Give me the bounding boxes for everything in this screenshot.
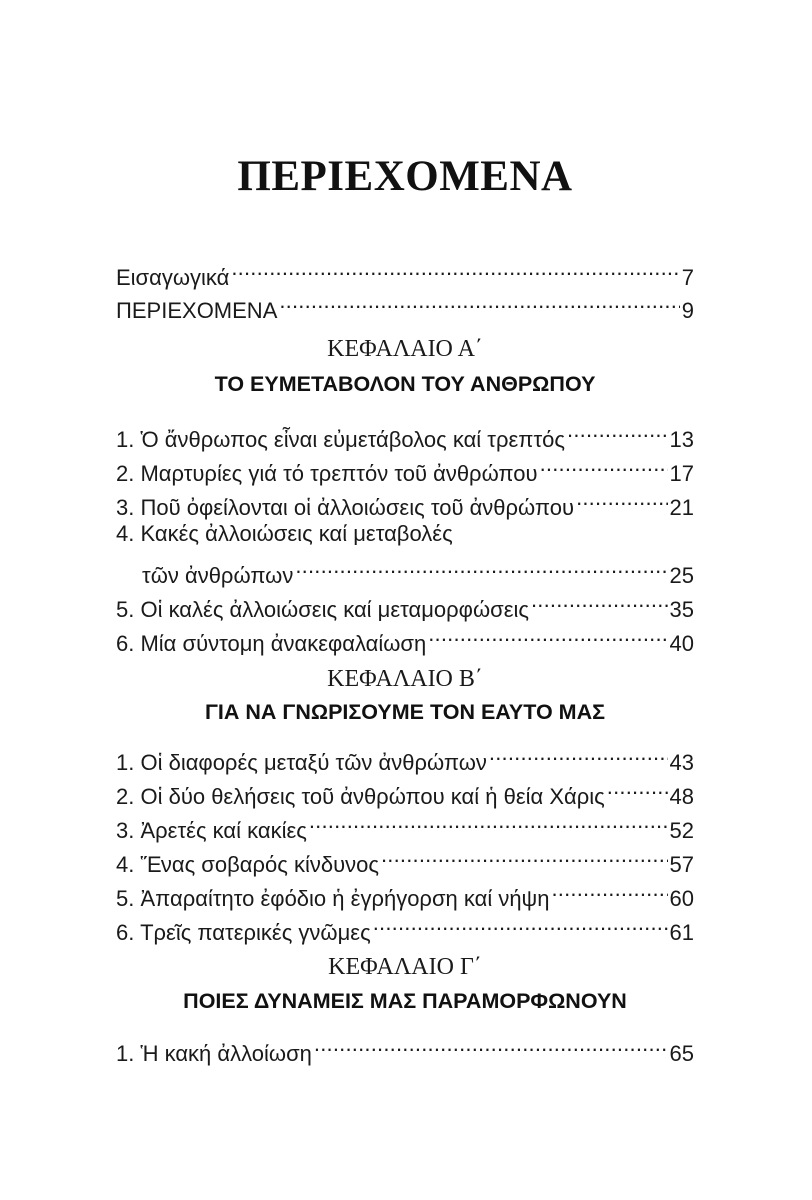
toc-entry-page: 52 <box>669 818 694 843</box>
toc-entry-label: 6. Μία σύντομη ἀνακεφαλαίωση <box>116 631 427 656</box>
toc-entry-page: 21 <box>669 495 694 520</box>
toc-entry-label: 5. Οἱ καλές ἀλλοιώσεις καί μεταμορφώσεις <box>116 597 529 622</box>
toc-entry[interactable] <box>116 842 694 877</box>
toc-entry-page: 13 <box>669 427 694 452</box>
chapter-title: ΓΙΑ ΝΑ ΓΝΩΡΙΣΟΥΜΕ ΤΟΝ ΕΑΥΤΟ ΜΑΣ <box>204 700 606 724</box>
toc-entry-label: 1. Οἱ διαφορές μεταξύ τῶν ἀνθρώπων <box>116 750 487 775</box>
toc-entry-label: 4. Κακές ἀλλοιώσεις καί μεταβολές <box>116 521 453 546</box>
toc-entry-label-continued: τῶν ἀνθρώπων <box>142 563 294 588</box>
toc-entry-label: ΠΕΡΙΕΧΟΜΕΝΑ <box>116 298 278 323</box>
chapter-label: ΚΕΦΑΛΑΙΟ Α΄ <box>327 336 483 362</box>
dot-leader <box>314 1031 668 1061</box>
toc-entry-page: 48 <box>669 784 694 809</box>
page-title: ΠΕΡΙΕΧΟΜΕΝΑ <box>237 153 573 200</box>
toc-entry-label: 2. Οἱ δύο θελήσεις τοῦ ἀνθρώπου καί ἡ θεία Χάρις <box>116 784 605 809</box>
toc-entry[interactable] <box>116 876 694 911</box>
toc-entry-page: 35 <box>669 597 694 622</box>
toc-entry-page: 43 <box>669 750 694 775</box>
toc-entry-page: 57 <box>669 852 694 877</box>
toc-entry-label: 1. Ἡ κακή ἀλλοίωση <box>116 1041 312 1066</box>
toc-entry-page: 61 <box>669 920 694 945</box>
dot-leader <box>607 774 668 804</box>
toc-entry-page: 7 <box>681 265 694 290</box>
toc-entry[interactable] <box>116 740 694 775</box>
dot-leader <box>295 553 667 583</box>
toc-entry-label: 6. Τρεῖς πατερικές γνῶμες <box>116 920 371 945</box>
toc-entry[interactable] <box>116 808 694 843</box>
toc-entry-label: 1. Ὁ ἄνθρωπος εἶναι εὐμετάβολος καί τρεπτός <box>116 427 566 452</box>
toc-entry-page: 17 <box>669 461 694 486</box>
dot-leader <box>540 451 668 481</box>
toc-entry-label: 4. Ἕνας σοβαρός κίνδυνος <box>116 852 379 877</box>
toc-entry[interactable] <box>116 255 694 290</box>
toc-entry-label: 2. Μαρτυρίες γιά τό τρεπτόν τοῦ ἀνθρώπου <box>116 461 538 486</box>
dot-leader <box>373 910 668 940</box>
dot-leader <box>531 587 668 617</box>
chapter-label: ΚΕΦΑΛΑΙΟ Γ΄ <box>328 954 482 980</box>
toc-entry-label: Εισαγωγικά <box>116 265 230 290</box>
dot-leader <box>551 876 667 906</box>
toc-entry-page: 9 <box>681 298 694 323</box>
toc-entry[interactable] <box>116 910 694 945</box>
toc-entry-page: 65 <box>669 1041 694 1066</box>
toc-entry[interactable] <box>116 587 694 622</box>
dot-leader <box>576 485 667 515</box>
toc-entry[interactable] <box>116 774 694 809</box>
toc-entry-label: 3. Ἀρετές καί κακίες <box>116 818 307 843</box>
toc-entry-label: 5. Ἀπαραίτητο ἐφόδιο ἡ ἐγρήγορση καί νήψη <box>116 886 550 911</box>
chapter-title: ΠΟΙΕΣ ΔΥΝΑΜΕΙΣ ΜΑΣ ΠΑΡΑΜΟΡΦΩΝΟΥΝ <box>183 989 627 1013</box>
toc-entry[interactable] <box>116 485 694 520</box>
toc-entry[interactable] <box>116 553 694 588</box>
toc-entry-label: 3. Ποῦ ὀφείλονται οἱ ἀλλοιώσεις τοῦ ἀνθρώπου <box>116 495 575 520</box>
dot-leader <box>381 842 668 872</box>
dot-leader <box>309 808 668 838</box>
toc-entry-page: 40 <box>669 631 694 656</box>
toc-entry[interactable] <box>116 621 694 656</box>
chapter-title: ΤΟ ΕΥΜΕΤΑΒΟΛΟΝ ΤΟΥ ΑΝΘΡΩΠΟΥ <box>214 372 596 396</box>
dot-leader <box>231 255 679 285</box>
dot-leader <box>279 288 679 318</box>
dot-leader <box>489 740 668 770</box>
chapter-label: ΚΕΦΑΛΑΙΟ Β΄ <box>327 666 483 692</box>
toc-entry[interactable] <box>116 288 694 323</box>
toc-entry-first-line[interactable] <box>116 519 694 549</box>
toc-entry-page: 25 <box>669 563 694 588</box>
toc-entry[interactable] <box>116 417 694 452</box>
toc-entry[interactable] <box>116 1031 694 1066</box>
toc-entry-page: 60 <box>669 886 694 911</box>
dot-leader <box>567 417 668 447</box>
dot-leader <box>428 621 667 651</box>
toc-entry[interactable] <box>116 451 694 486</box>
